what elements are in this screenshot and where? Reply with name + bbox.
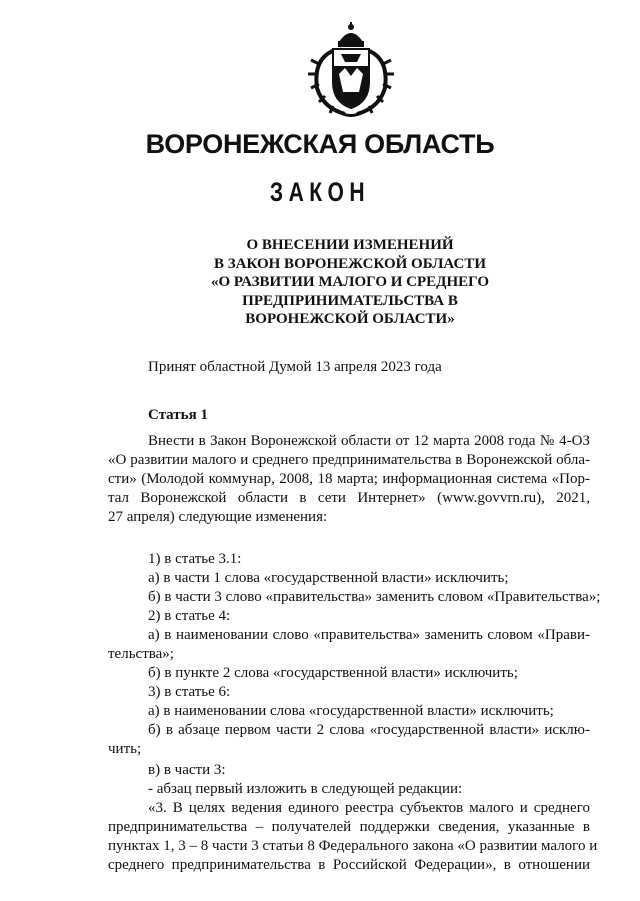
body-line: а) в наименовании слово «правительства» заменить словом «Прави- [148,627,590,643]
body-line: б) в пункте 2 слова «государственной власти» исключить; [148,665,518,681]
body-line: тельства»; [108,646,174,662]
body-line: 3) в статье 6: [148,684,231,700]
body-line: б) в части 3 слово «правительства» заменить словом «Правительства»; [148,589,601,605]
article-heading: Статья 1 [148,407,208,423]
body-line: - абзац первый изложить в следующей редакции: [148,781,463,797]
body-line: «О развитии малого и среднего предпринимательства в Воронежской обла- [108,452,590,468]
body-line: 27 апреля) следующие изменения: [108,509,328,525]
title-line: ПРЕДПРИНИМАТЕЛЬСТВА В [242,292,458,309]
body-line: 1) в статье 3.1: [148,551,242,567]
body-line: чить; [108,741,142,757]
title-line: О ВНЕСЕНИИ ИЗМЕНЕНИЙ [246,237,454,253]
title-line: «О РАЗВИТИИ МАЛОГО И СРЕДНЕГО [211,274,489,291]
body-line: среднего предпринимательства в Российской Федерации», в отношении [108,857,590,873]
body-line: в) в части 3: [148,762,226,778]
document-type: ЗАКОН [269,177,371,207]
body-line: Внести в Закон Воронежской области от 12 марта 2008 года № 4-ОЗ [148,433,590,449]
body-line: б) в абзаце первом части 2 слова «государственной власти» исклю- [148,722,590,738]
title-line: В ЗАКОН ВОРОНЕЖСКОЙ ОБЛАСТИ [213,255,487,272]
body-line: 2) в статье 4: [148,608,231,624]
body-line: а) в части 1 слова «государственной власти» исключить; [148,570,509,586]
body-line: тал Воронежской области в сети Интернет» (www.govvrn.ru), 2021, [108,490,590,506]
body-line: «3. В целях ведения единого реестра субъектов малого и среднего [148,800,590,816]
body-line: сти» (Молодой коммунар, 2008, 18 марта; информационная система «Пор- [108,471,590,487]
body-line: а) в наименовании слова «государственной власти» исключить; [148,703,554,719]
body-line: пунктах 1, 3 – 8 части 3 статьи 8 Федерального закона «О развитии малого и [108,838,598,854]
adoption-note: Принят областной Думой 13 апреля 2023 года [148,359,442,375]
region-name: ВОРОНЕЖСКАЯ ОБЛАСТЬ [145,129,495,159]
body-line: предпринимательства – получателей поддержки сведения, указанные в [108,819,590,835]
title-line: ВОРОНЕЖСКОЙ ОБЛАСТИ» [245,311,455,328]
